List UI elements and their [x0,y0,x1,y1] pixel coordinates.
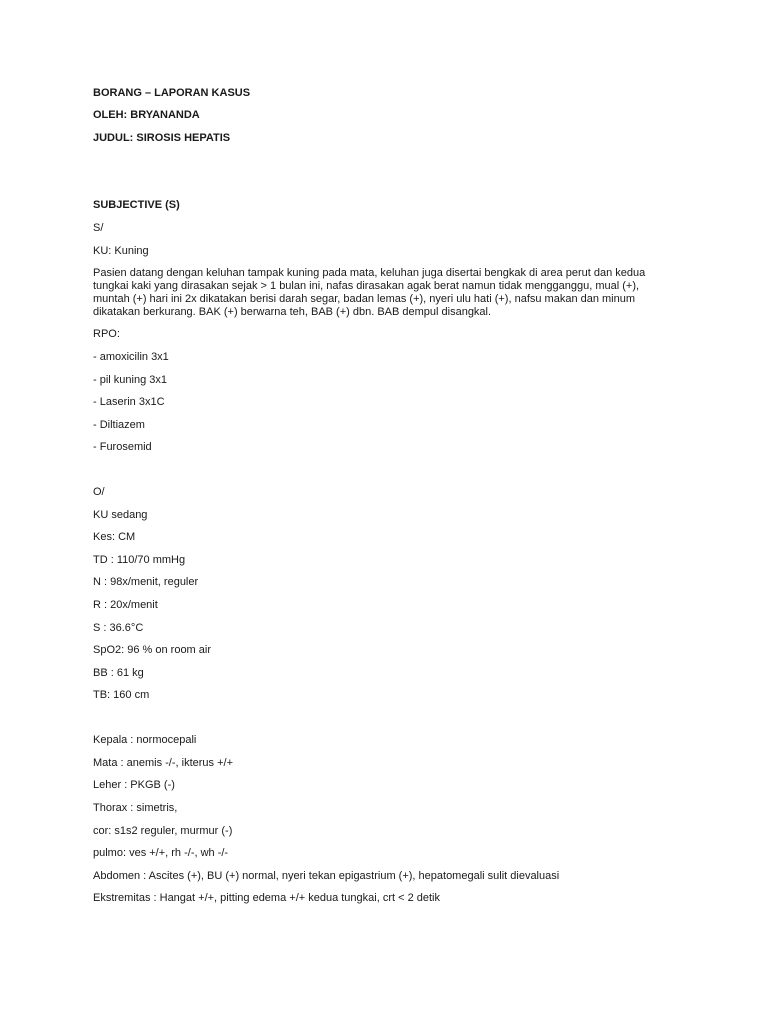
exam-item: Abdomen : Ascites (+), BU (+) normal, nyeri tekan epigastrium (+), hepatomegali sulit dievaluasi [93,870,560,882]
vital-item: BB : 61 kg [93,667,144,679]
exam-item: Leher : PKGB (-) [93,779,175,791]
exam-item: Thorax : simetris, [93,802,178,814]
vital-item: SpO2: 96 % on room air [93,644,212,656]
vital-item: S : 36.6°C [93,622,144,634]
s-label: S/ [93,222,104,234]
vital-item: N : 98x/menit, reguler [93,576,199,588]
document-subject: JUDUL: SIROSIS HEPATIS [93,132,231,144]
subjective-heading: SUBJECTIVE (S) [93,199,180,211]
exam-item: cor: s1s2 reguler, murmur (-) [93,825,233,837]
vital-item: TD : 110/70 mmHg [93,554,186,566]
chief-complaint: KU: Kuning [93,245,149,257]
history-paragraph [93,267,653,319]
exam-item: Kepala : normocepali [93,734,197,746]
exam-item: Ekstremitas : Hangat +/+, pitting edema +/+ kedua tungkai, crt < 2 detik [93,892,440,904]
history-line: Pasien datang dengan keluhan tampak kuning pada mata, keluhan juga disertai bengkak di area perut dan kedua [93,267,646,279]
exam-item: pulmo: ves +/+, rh -/-, wh -/- [93,847,229,859]
o-label: O/ [93,486,105,498]
exam-item: Mata : anemis -/-, ikterus +/+ [93,757,233,769]
history-line: tungkai kaki yang dirasakan sejak > 1 bulan ini, nafas dirasakan agak berat namun tidak mengganggu, mual (+), [93,280,640,292]
vital-item: KU sedang [93,509,148,521]
vital-item: Kes: CM [93,531,136,543]
rpo-label: RPO: [93,328,120,340]
medication-item: - pil kuning 3x1 [93,374,167,386]
history-line: muntah (+) hari ini 2x dikatakan berisi darah segar, badan lemas (+), nyeri ulu hati (+), nafsu makan dan minum [93,293,636,305]
vital-item: R : 20x/menit [93,599,158,611]
medication-item: - Laserin 3x1C [93,396,165,408]
history-line: dikatakan berkurang. BAK (+) berwarna teh, BAB (+) dbn. BAB dempul disangkal. [93,306,492,318]
vital-item: TB: 160 cm [93,689,150,701]
document-title: BORANG – LAPORAN KASUS [93,87,251,99]
medication-item: - Diltiazem [93,419,145,431]
document-author: OLEH: BRYANANDA [93,109,200,121]
medication-item: - amoxicilin 3x1 [93,351,169,363]
medication-item: - Furosemid [93,441,152,453]
